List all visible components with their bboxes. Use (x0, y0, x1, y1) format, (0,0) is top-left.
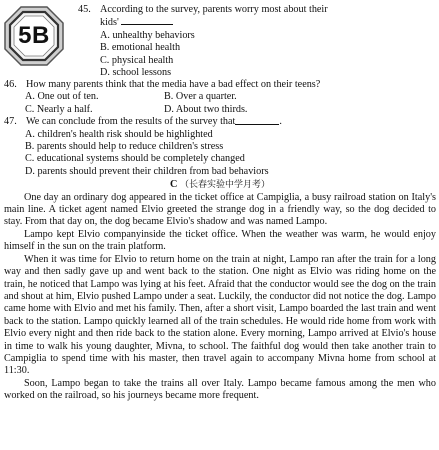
option-b: B. emotional health (100, 42, 181, 54)
passage-paragraph-2: Lampo kept Elvio companyinside the ticket office. When the weather was warm, he would enjoy himself in the sun on the train platform. (4, 228, 436, 253)
section-source: （长春实验中学月考） (179, 180, 270, 191)
question-stem: We can conclude from the results of the survey that (26, 116, 236, 128)
badge-label: 5B (18, 21, 50, 49)
option-d: D. parents should prevent their children from bad behaviors (25, 165, 269, 177)
main-content (4, 79, 436, 403)
option-a: A. unhealthy behaviors (100, 29, 195, 41)
option-b: B. parents should help to reduce children's stress (25, 141, 224, 153)
passage-paragraph-4: Soon, Lampo began to take the trains all over Italy. Lampo became famous among the men who worked on the railroad, so his journeys became more frequent. (4, 377, 436, 402)
question-46 (4, 79, 436, 116)
option-c: C. educational systems should be completely changed (25, 153, 245, 165)
option-a: A. One out of ten. (25, 91, 99, 103)
question-47: 47. We can conclude from the results of the survey that . A. children's health risk should be highlighted B. parents should help to reduce children's stress C. educational systems should be completely changed D. parents should prevent their children from bad behaviors (4, 116, 436, 178)
question-stem: According to the survey, parents worry most about their (100, 4, 328, 15)
section-badge (3, 5, 65, 67)
question-number: 46. (4, 79, 17, 90)
passage-paragraph-1: One day an ordinary dog appeared in the ticket office at Campiglia, a busy railroad station on Italy's main line. A ticket agent named Elvio greeted the strange dog in a friendly way, so the dog decided to stay. From that day on, the dog became Elvio's shadow and was named Lampo. (4, 191, 436, 228)
section-heading (4, 179, 436, 191)
question-number: 47. (4, 116, 17, 128)
passage-paragraph-3: When it was time for Elvio to return home on the train at night, Lampo ran after the train for a long way and then sadly gave up and went back to the station. One night as Elvio was riding home on the train, he noticed that Lampo was lying at his feet. Afraid that the conductor would see the dog on the train and shout at him, Elvio pushed Lampo under a seat. Luckily, the conductor did not notice the dog. Lampo came home with Elvio and met his family. Then, after a short visit, Lampo boarded the last train and went back to the station. Lampo quickly learned all of the train schedules. He would ride home from work with Elvio every night and then ride back to the station alone. Every morning, Lampo arrived at Elvio's house in time to walk his young daughter, Mivna, to school. The faithful dog would then take another train to Campiglia to spend time with his master, then travel again to accompany Mivna home from school at 11:30. (4, 253, 436, 377)
question-stem-continued: kids' (100, 17, 119, 29)
answer-blank (121, 16, 173, 25)
option-d: D. About two thirds. (164, 103, 248, 115)
option-a: A. children's health risk should be highlighted (25, 128, 213, 140)
option-c: C. physical health (100, 54, 174, 66)
question-stem: How many parents think that the media have a bad effect on their teens? (26, 79, 321, 90)
option-d: D. school lessons (100, 67, 172, 79)
question-45 (78, 4, 434, 79)
question-number: 45. (78, 4, 91, 15)
answer-blank (235, 116, 279, 125)
section-letter: C (170, 179, 178, 191)
option-c: C. Nearly a half. (25, 103, 93, 115)
option-b: B. Over a quarter. (164, 91, 237, 103)
